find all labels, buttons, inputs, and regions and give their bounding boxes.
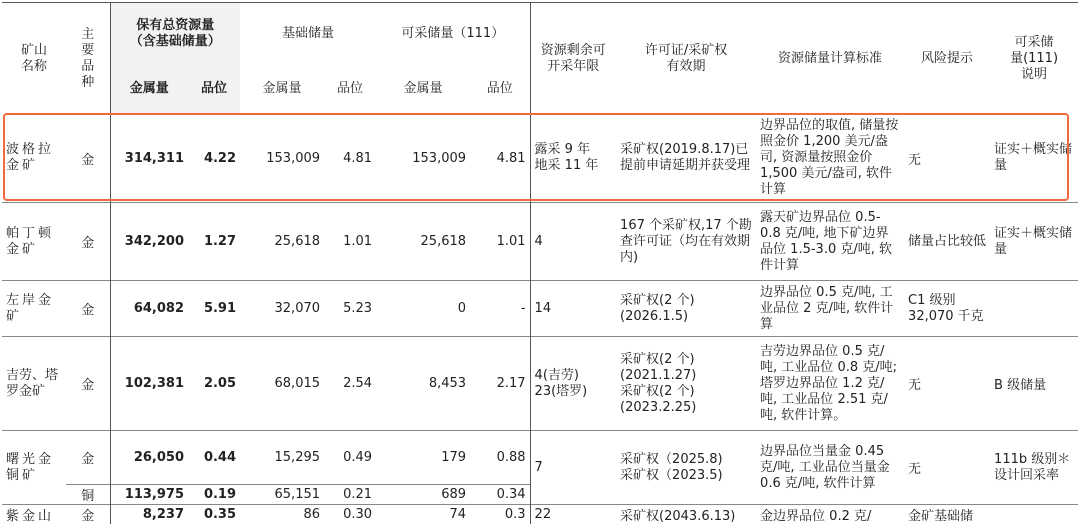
total-metal: 342,200	[110, 203, 188, 281]
risk: 无	[904, 337, 990, 431]
header-remaining-years: 资源剩余可 开采年限	[530, 3, 616, 115]
total-grade: 0.19	[188, 485, 240, 505]
main-type: 金	[66, 431, 110, 485]
rec-grade: -	[470, 281, 530, 337]
remaining-years: 7	[530, 431, 616, 505]
header-permit: 许可证/采矿权 有效期	[616, 3, 756, 115]
basic-metal: 32,070	[240, 281, 324, 337]
calc-standard: 金边界品位 0.2 克/	[756, 505, 904, 525]
recoverable-note: 111b 级别＊设计回采率	[990, 431, 1078, 505]
basic-metal: 65,151	[240, 485, 324, 505]
rec-metal: 153,009	[412, 151, 467, 166]
recoverable-note: 证实＋概实储量	[994, 142, 1073, 174]
header-total-group: 保有总资源量 （含基础储量）	[110, 3, 240, 65]
table-row	[2, 337, 1078, 431]
main-type: 金	[66, 281, 110, 337]
risk: 金矿基础储	[904, 505, 990, 525]
header-calc-standard: 资源储量计算标准	[756, 3, 904, 115]
risk: C1 级别 32,070 千克	[904, 281, 990, 337]
total-metal: 64,082	[110, 281, 188, 337]
table-row	[2, 281, 1078, 337]
risk: 无	[904, 431, 990, 505]
rec-metal: 179	[376, 431, 470, 485]
mine-name: 吉劳、塔 罗金矿	[2, 337, 66, 431]
basic-metal: 153,009	[266, 151, 321, 166]
mine-name: 帕丁顿 金矿	[2, 203, 66, 281]
permit: 采矿权(2 个) (2026.1.5)	[616, 281, 756, 337]
total-metal: 26,050	[110, 431, 188, 485]
permit: 采矿权(2019.8.17)已提前申请延期并获受理	[620, 142, 751, 174]
header-total-metal: 金属量	[110, 65, 188, 115]
rec-metal: 8,453	[376, 337, 470, 431]
recoverable-note: 证实＋概实储量	[990, 203, 1078, 281]
calc-standard: 边界品位当量金 0.45 克/吨, 工业品位当量金 0.6 克/吨, 软件计算	[756, 431, 904, 505]
mine-name: 紫金山	[2, 505, 66, 525]
main-type: 金	[66, 203, 110, 281]
rec-grade: 2.17	[470, 337, 530, 431]
header-total-grade: 品位	[188, 65, 240, 115]
rec-grade: 4.81	[496, 151, 526, 166]
risk: 无	[908, 152, 922, 168]
table-row	[2, 431, 1078, 485]
header-rec-grade: 品位	[470, 65, 530, 115]
header-recoverable-group: 可采储量（111）	[376, 3, 530, 65]
basic-grade: 5.23	[324, 281, 376, 337]
remaining-years: 14	[530, 281, 616, 337]
table-row	[2, 203, 1078, 281]
basic-grade: 1.01	[324, 203, 376, 281]
recoverable-note	[990, 281, 1078, 337]
header-basic-metal: 金属量	[240, 65, 324, 115]
permit: 采矿权(2043.6.13)	[616, 505, 756, 525]
table-row	[2, 505, 1078, 525]
total-grade: 2.05	[188, 337, 240, 431]
rec-grade: 1.01	[470, 203, 530, 281]
rec-metal: 25,618	[376, 203, 470, 281]
total-metal: 314,311	[110, 115, 188, 203]
calc-standard: 边界品位的取值, 储量按照金价 1,200 美元/盎司, 资源量按照金价 1,500 美元/盎司, 软件计算	[760, 118, 899, 198]
basic-metal: 15,295	[240, 431, 324, 485]
total-grade: 0.44	[188, 431, 240, 485]
permit: 采矿权(2 个) (2021.1.27) 采矿权(2 个) (2023.2.25)	[616, 337, 756, 431]
rec-grade: 0.34	[470, 485, 530, 505]
basic-grade: 4.81	[343, 151, 373, 166]
header-basic-grade: 品位	[324, 65, 376, 115]
main-type: 金	[66, 505, 110, 525]
basic-grade: 2.54	[324, 337, 376, 431]
basic-grade: 0.49	[324, 431, 376, 485]
total-metal: 102,381	[110, 337, 188, 431]
recoverable-note: B 级储量	[990, 337, 1078, 431]
header-risk: 风险提示	[904, 3, 990, 115]
mine-name: 曙光金 铜矿	[2, 431, 66, 505]
permit: 采矿权（2025.8) 采矿权（2023.5)	[616, 431, 756, 505]
basic-grade: 0.21	[324, 485, 376, 505]
table-row	[2, 115, 1078, 203]
remaining-years: 4(吉劳) 23(塔罗)	[530, 337, 616, 431]
remaining-years: 4	[530, 203, 616, 281]
mine-name: 波格拉 金矿	[6, 142, 55, 174]
mine-name: 左岸金 矿	[2, 281, 66, 337]
remaining-years: 22	[530, 505, 616, 525]
header-main-type: 主 要 品 种	[66, 3, 110, 115]
total-grade: 5.91	[188, 281, 240, 337]
header-recoverable-note: 可采储 量(111) 说明	[990, 3, 1078, 115]
calc-standard: 边界品位 0.5 克/吨, 工业品位 2 克/吨, 软件计算	[756, 281, 904, 337]
header-mine-name: 矿山 名称	[2, 3, 66, 115]
rec-grade: 0.3	[470, 505, 530, 525]
total-grade: 0.35	[188, 505, 240, 525]
risk: 储量占比较低	[904, 203, 990, 281]
reserves-table	[2, 2, 1078, 524]
header-rec-metal: 金属量	[376, 65, 470, 115]
recoverable-note	[990, 505, 1078, 525]
rec-metal: 689	[376, 485, 470, 505]
total-grade: 1.27	[188, 203, 240, 281]
remaining-years: 露采 9 年 地采 11 年	[530, 115, 616, 203]
rec-metal: 74	[376, 505, 470, 525]
total-metal: 8,237	[110, 505, 188, 525]
rec-metal: 0	[376, 281, 470, 337]
basic-metal: 86	[240, 505, 324, 525]
header-basic-group: 基础储量	[240, 3, 376, 65]
main-type: 铜	[66, 485, 110, 505]
basic-grade: 0.30	[324, 505, 376, 525]
total-metal: 113,975	[110, 485, 188, 505]
calc-standard: 吉劳边界品位 0.5 克/吨, 工业品位 0.8 克/吨; 塔罗边界品位 1.2 克/吨, 工业品位 2.51 克/吨, 软件计算。	[756, 337, 904, 431]
basic-metal: 25,618	[240, 203, 324, 281]
calc-standard: 露天矿边界品位 0.5-0.8 克/吨, 地下矿边界品位 1.5-3.0 克/吨, 软件计算	[756, 203, 904, 281]
permit: 167 个采矿权,17 个勘查许可证（均在有效期内)	[616, 203, 756, 281]
main-type: 金	[81, 152, 95, 168]
basic-metal: 68,015	[240, 337, 324, 431]
rec-grade: 0.88	[470, 431, 530, 485]
total-grade: 4.22	[203, 151, 237, 166]
main-type: 金	[66, 337, 110, 431]
